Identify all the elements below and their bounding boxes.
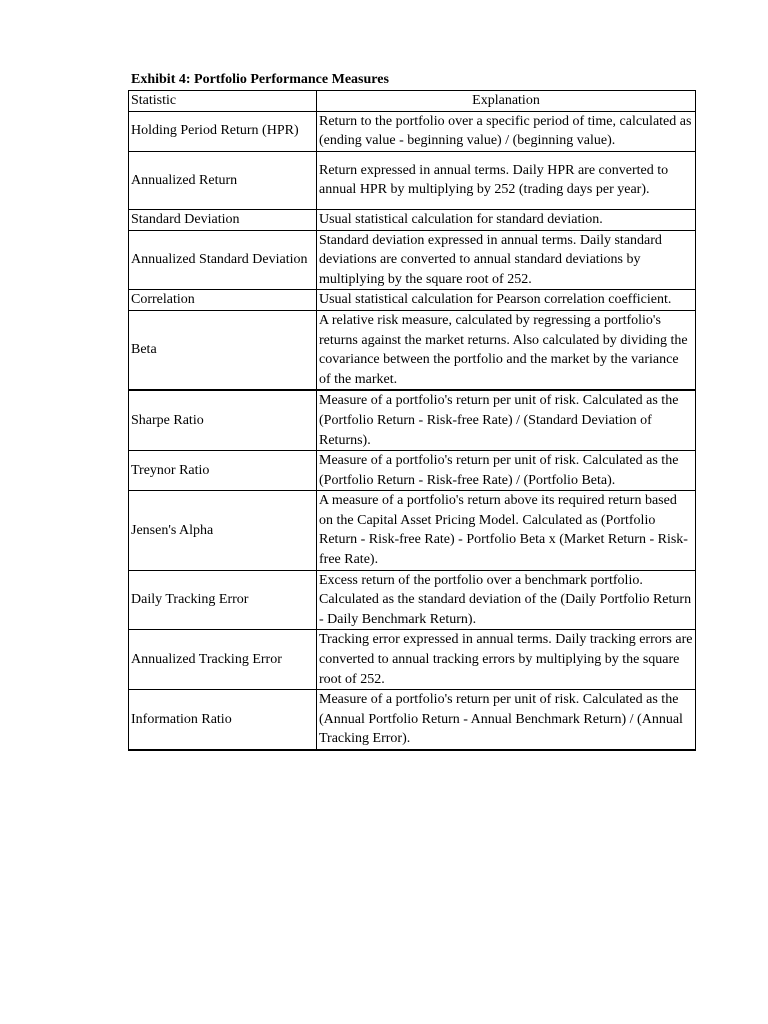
table-row — [129, 310, 696, 390]
statistic-cell: Annualized Return — [129, 151, 317, 209]
explanation-cell: A relative risk measure, calculated by regressing a portfolio's returns against the market returns. Also calculated by dividing the covariance between the portfolio and the market by the variance of the market. — [317, 310, 696, 390]
table-row — [129, 230, 696, 290]
table-header-row — [129, 91, 696, 112]
explanation-cell: Measure of a portfolio's return per unit of risk. Calculated as the (Portfolio Return - Risk-free Rate) / (Standard Deviation of Returns). — [317, 390, 696, 450]
table-row — [129, 390, 696, 450]
explanation-cell: Measure of a portfolio's return per unit of risk. Calculated as the (Portfolio Return - Risk-free Rate) / (Portfolio Beta). — [317, 451, 696, 491]
explanation-cell: Return expressed in annual terms. Daily HPR are converted to annual HPR by multiplying by 252 (trading days per year). — [317, 151, 696, 209]
statistic-cell: Jensen's Alpha — [129, 491, 317, 570]
performance-measures-table — [128, 90, 696, 751]
explanation-cell: Measure of a portfolio's return per unit of risk. Calculated as the (Annual Portfolio Return - Annual Benchmark Return) / (Annual Tracking Error). — [317, 690, 696, 750]
table-row — [129, 690, 696, 750]
statistic-cell: Treynor Ratio — [129, 451, 317, 491]
table-row — [129, 290, 696, 311]
explanation-cell: Usual statistical calculation for standard deviation. — [317, 209, 696, 230]
table-row — [129, 111, 696, 151]
table-row — [129, 451, 696, 491]
exhibit-title: Exhibit 4: Portfolio Performance Measures — [131, 72, 389, 87]
table-row — [129, 151, 696, 209]
explanation-cell: Usual statistical calculation for Pearson correlation coefficient. — [317, 290, 696, 311]
explanation-cell: Excess return of the portfolio over a benchmark portfolio. Calculated as the standard deviation of the (Daily Portfolio Return - Daily Benchmark Return). — [317, 570, 696, 630]
statistic-cell: Daily Tracking Error — [129, 570, 317, 630]
table-row — [129, 570, 696, 630]
explanation-column-header: Explanation — [317, 91, 696, 112]
statistic-cell: Annualized Tracking Error — [129, 630, 317, 690]
explanation-cell: Return to the portfolio over a specific period of time, calculated as (ending value - beginning value) / (beginning value). — [317, 111, 696, 151]
explanation-cell: A measure of a portfolio's return above its required return based on the Capital Asset Pricing Model. Calculated as (Portfolio Return - Risk-free Rate) - Portfolio Beta x (Market Return - Risk-free Rate). — [317, 491, 696, 570]
table-row — [129, 209, 696, 230]
statistic-cell: Sharpe Ratio — [129, 390, 317, 450]
statistic-cell: Beta — [129, 310, 317, 390]
statistic-cell: Information Ratio — [129, 690, 317, 750]
statistic-cell: Standard Deviation — [129, 209, 317, 230]
statistic-column-header: Statistic — [129, 91, 317, 112]
table-row — [129, 491, 696, 570]
explanation-cell: Tracking error expressed in annual terms. Daily tracking errors are converted to annual tracking errors by multiplying by the square root of 252. — [317, 630, 696, 690]
exhibit — [128, 70, 695, 751]
statistic-cell: Annualized Standard Deviation — [129, 230, 317, 290]
table-row — [129, 630, 696, 690]
statistic-cell: Correlation — [129, 290, 317, 311]
statistic-cell: Holding Period Return (HPR) — [129, 111, 317, 151]
explanation-cell: Standard deviation expressed in annual terms. Daily standard deviations are converted to annual standard deviations by multiplying by the square root of 252. — [317, 230, 696, 290]
